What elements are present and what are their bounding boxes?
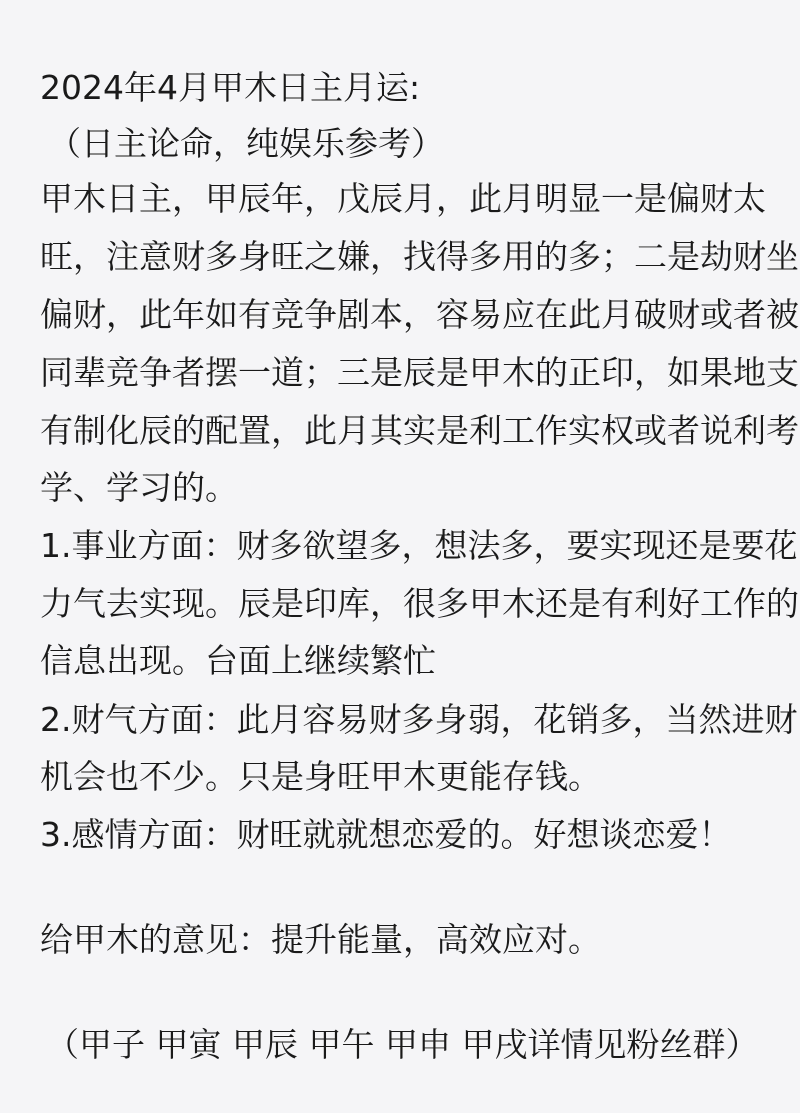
intro-line: 有制化辰的配置，此月其实是利工作实权或者说利考 — [40, 411, 799, 450]
career-line: 1.事业方面：财多欲望多，想法多，要实现还是要花 — [40, 526, 798, 565]
intro-line: 学、学习的。 — [40, 468, 238, 507]
intro-line: 甲木日主，甲辰年，戊辰月，此月明显一是偏财太 — [40, 179, 766, 218]
career-line: 力气去实现。辰是印库，很多甲木还是有利好工作的 — [40, 584, 799, 623]
wealth-line: 2.财气方面：此月容易财多身弱，花销多，当然进财 — [40, 700, 798, 739]
career-line: 信息出现。台面上继续繁忙 — [40, 641, 436, 680]
note-title: 2024年4月甲木日主月运: — [40, 68, 421, 107]
footer-line: （甲子 甲寅 甲辰 甲午 甲申 甲戌详情见粉丝群） — [46, 1025, 759, 1064]
intro-line: 旺，注意财多身旺之嫌，找得多用的多；二是劫财坐 — [40, 237, 799, 276]
wealth-line: 机会也不少。只是身旺甲木更能存钱。 — [40, 757, 601, 796]
note-subtitle: （日主论命，纯娱乐参考） — [48, 124, 444, 163]
love-line: 3.感情方面：财旺就就想恋爱的。好想谈恋爱！ — [40, 815, 732, 854]
intro-line: 偏财，此年如有竞争剧本，容易应在此月破财或者被 — [40, 295, 799, 334]
intro-line: 同辈竞争者摆一道；三是辰是甲木的正印，如果地支 — [40, 353, 799, 392]
advice-line: 给甲木的意见：提升能量，高效应对。 — [40, 920, 601, 959]
